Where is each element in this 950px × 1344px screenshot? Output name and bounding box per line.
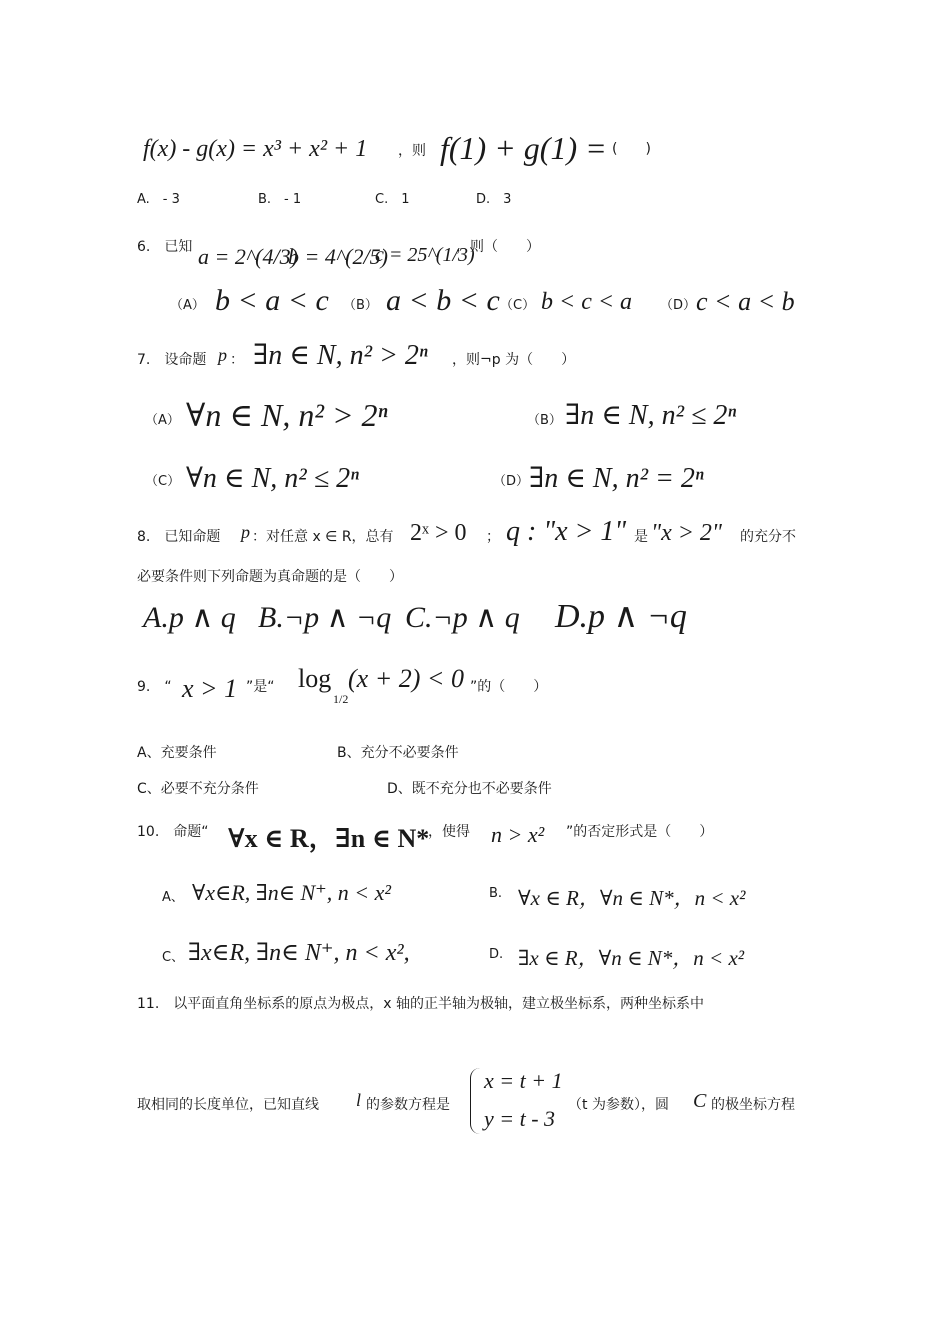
q11-line1: 11. 以平面直角坐标系的原点为极点，x 轴的正半轴为极轴，建立极坐标系，两种坐标系中 xyxy=(137,996,704,1012)
q6-option-d-label: （D） xyxy=(660,298,697,313)
q10-option-d-expr: ∃x ∈ R，∀n ∈ N*，n < x² xyxy=(518,946,745,970)
q6-stem: 6. 已知 xyxy=(137,239,193,255)
q9-log: log xyxy=(298,664,332,693)
q8-semicolon: ； xyxy=(486,529,500,545)
q8-expr1: 2ˣ > 0 xyxy=(410,520,467,546)
q7-option-c-label: （C） xyxy=(145,474,181,489)
q11-line2d: 的极坐标方程 xyxy=(711,1097,795,1113)
q5-option-d: D. 3 xyxy=(476,192,512,207)
q7-option-a-expr: ∀n ∈ N, n² > 2ⁿ xyxy=(186,397,388,433)
q8-option-c: C.¬p ∧ q xyxy=(405,601,520,634)
q5-option-c: C. 1 xyxy=(375,192,410,207)
q8-line1c: 的充分不 xyxy=(740,529,796,545)
q10-option-c-expr: ∃x∈R, ∃n∈ N⁺, n < x², xyxy=(188,940,410,966)
q10-end: ”的否定形式是（ ） xyxy=(566,824,714,840)
q10-stem: 10. 命题“ xyxy=(137,824,209,840)
q7-stem: 7. 设命题 xyxy=(137,352,207,368)
q6-option-b-expr: a < b < c xyxy=(386,284,500,317)
q5-equation: f(x) - g(x) = x³ + x² + 1 xyxy=(143,136,368,162)
q7-then: ，则¬p 为（ ） xyxy=(452,352,576,368)
q10-option-c-label: C、 xyxy=(162,950,185,965)
q8-line1b: ：对任意 x ∈ R，总有 xyxy=(252,529,394,545)
q9-option-a: A、充要条件 xyxy=(137,745,217,761)
q7-option-b-expr: ∃n ∈ N, n² ≤ 2ⁿ xyxy=(565,400,737,431)
q10-option-d-label: D. xyxy=(489,947,504,962)
q9-end: ”的（ ） xyxy=(470,679,548,695)
q5-paren: ( ) xyxy=(612,141,651,157)
q8-option-d: D.p ∧ ¬q xyxy=(555,598,687,635)
q8-is: 是 xyxy=(634,529,648,545)
q8-line1a: 8. 已知命题 xyxy=(137,529,221,545)
q8-p: p xyxy=(241,522,250,542)
q10-option-a-expr: ∀x∈R, ∃n∈ N⁺, n < x² xyxy=(192,880,391,905)
q7-option-c-expr: ∀n ∈ N, n² ≤ 2ⁿ xyxy=(186,463,359,494)
q8-expr2: "x > 2" xyxy=(651,520,723,546)
q6-c: c = 25^(1/3) xyxy=(375,244,475,266)
q9-arg: (x + 2) < 0 xyxy=(348,664,464,693)
q6-option-d-expr: c < a < b xyxy=(696,287,795,316)
q11-line2c: （t 为参数），圆 xyxy=(568,1097,669,1113)
q10-option-a-label: A、 xyxy=(162,890,184,905)
q9-mid: ”是“ xyxy=(246,679,275,695)
q5-then: ，则 xyxy=(398,143,426,159)
q6-option-c-expr: b < c < a xyxy=(541,289,633,315)
q5-ask: f(1) + g(1) = xyxy=(440,130,607,166)
q7-option-d-expr: ∃n ∈ N, n² = 2ⁿ xyxy=(529,463,704,494)
q10-option-b-label: B. xyxy=(489,886,503,901)
q6-then: ，则（ ） xyxy=(456,239,540,255)
q8-option-a: A.p ∧ q xyxy=(143,601,236,634)
q11-line2b: 的参数方程是 xyxy=(366,1097,450,1113)
q9-base: 1/2 xyxy=(333,692,349,706)
q6-option-b-label: （B） xyxy=(343,298,378,313)
q6-option-a-label: （A） xyxy=(170,298,205,313)
q5-option-b: B. - 1 xyxy=(258,192,302,207)
q10-mid: ，使得 xyxy=(428,824,470,840)
q7-option-b-label: （B） xyxy=(527,413,562,428)
q9-option-b: B、充分不必要条件 xyxy=(337,745,459,761)
q7-colon: ： xyxy=(230,352,244,368)
q9-option-d: D、既不充分也不必要条件 xyxy=(387,781,552,797)
q11-circle-c: C xyxy=(693,1090,707,1112)
q11-eq2: y = t - 3 xyxy=(484,1106,556,1131)
q8-option-b: B.¬p ∧ ¬q xyxy=(258,601,392,634)
q7-option-d-label: （D） xyxy=(493,474,530,489)
q6-option-a-expr: b < a < c xyxy=(215,284,329,317)
q9-x: x > 1 xyxy=(182,674,238,703)
q5-option-a: A. - 3 xyxy=(137,192,180,207)
q10-ineq: n > x² xyxy=(491,822,545,847)
q10-expr: ∀x ∈ R，∃n ∈ N* xyxy=(228,824,430,853)
q10-option-b-expr: ∀x ∈ R，∀n ∈ N*，n < x² xyxy=(518,886,746,910)
q11-line2a: 取相同的长度单位，已知直线 xyxy=(137,1097,319,1113)
q7-p: p xyxy=(218,345,227,365)
q9-option-c: C、必要不充分条件 xyxy=(137,781,259,797)
q11-l: l xyxy=(356,1090,362,1110)
q6-a: a = 2^(4/3) xyxy=(198,244,298,269)
q6-option-c-label: （C） xyxy=(500,298,536,313)
q11-system-brace xyxy=(470,1068,481,1134)
q7-expr: ∃n ∈ N, n² > 2ⁿ xyxy=(253,340,428,371)
q8-q: q : "x > 1" xyxy=(506,516,627,547)
q7-option-a-label: （A） xyxy=(145,413,180,428)
q11-eq1: x = t + 1 xyxy=(484,1068,563,1093)
q9-stem: 9. “ xyxy=(137,679,172,695)
q8-line2: 必要条件则下列命题为真命题的是（ ） xyxy=(137,569,403,585)
q6-b: b = 4^(2/5) xyxy=(288,244,388,269)
